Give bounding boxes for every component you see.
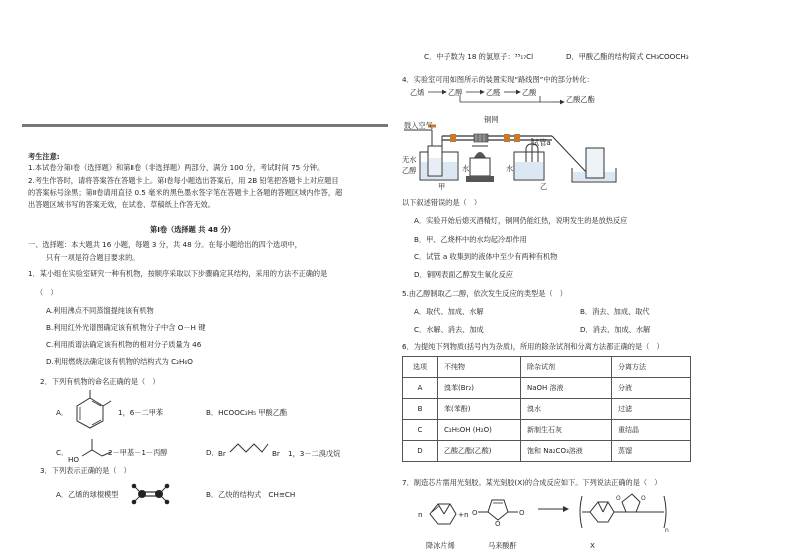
label-tube-a: 试管a xyxy=(532,138,551,147)
reaction-arrow xyxy=(536,504,576,514)
table-cell: 溴水 xyxy=(521,399,612,420)
q2-option-a-label: A． xyxy=(56,408,69,417)
table-header: 除杂试剂 xyxy=(521,357,612,378)
svg-text:O: O xyxy=(472,509,478,517)
q5-stem: 5.由乙醇制取乙二醇，依次发生反应的类型是（ ） xyxy=(402,289,567,298)
label-jia: 甲 xyxy=(438,182,446,191)
table-row xyxy=(403,441,691,462)
q2-option-d-br2: Br xyxy=(272,449,280,458)
polymer-x-structure xyxy=(578,490,668,534)
notice-line: 的答案标号涂黑；第Ⅱ卷请用直径 0.5 毫米的黑色墨水签字笔在答题卡上各题的答题区域内作答，超 xyxy=(28,188,343,197)
maleic-anhydride-structure xyxy=(472,494,532,528)
svg-text:O: O xyxy=(495,520,501,528)
table-row xyxy=(403,378,691,399)
q5-option-c: C．水解、消去、加成 xyxy=(414,325,484,334)
table-cell: 乙酸乙酯(乙酸) xyxy=(438,441,521,462)
q1-option-b: B.利用红外光谱图确定该有机物分子中含 O－H 键 xyxy=(46,323,206,332)
route-step: 乙醇 xyxy=(448,88,463,97)
label-anhydrous: 无水 xyxy=(402,155,417,164)
table-cell: 饱和 Na₂CO₃溶液 xyxy=(521,441,612,462)
q7-stem: 7．制造芯片需用光刻胶。某光刻胶(X)的合成反应如下。下列说法正确的是（ ） xyxy=(402,478,662,487)
dimethylbenzene-structure xyxy=(68,390,118,434)
q4-option-d: D．铜网表面乙醇发生氧化反应 xyxy=(414,270,513,279)
label-water: 水 xyxy=(462,164,470,173)
q5-option-d: D．消去、加成、水解 xyxy=(580,325,651,334)
q1-option-a: A.利用沸点不同蒸馏提纯该有机物 xyxy=(46,306,154,315)
q4-option-c: C．试管 a 收集到的液体中至少有两种有机物 xyxy=(414,252,558,261)
svg-text:O: O xyxy=(616,495,621,502)
route-arrows xyxy=(400,82,570,108)
q4-stem: 4．实验室可用如图所示的装置实现“路线图”中的部分转化： xyxy=(402,75,594,84)
section-intro: 一、选择题：本大题共 16 小题，每题 3 分，共 48 分。在每小题给出的四个选项中， xyxy=(28,240,302,249)
table-header-row xyxy=(403,357,691,378)
table-cell: D xyxy=(403,441,438,462)
q2-option-d-name: 1，3－二溴戊烷 xyxy=(288,449,341,458)
q6-table xyxy=(402,356,691,462)
table-header: 选项 xyxy=(403,357,438,378)
label-copper: 铜网 xyxy=(484,115,499,124)
table-cell: 苯(苯酚) xyxy=(438,399,521,420)
q3-option-b: B．乙炔的结构式 CH≡CH xyxy=(206,490,296,499)
table-cell: 蒸馏 xyxy=(612,441,691,462)
notice-line: 出答题区域书写的答案无效，在试卷、草稿纸上作答无效。 xyxy=(28,200,215,209)
table-row xyxy=(403,399,691,420)
q1-option-c: C.利用质谱法确定该有机物的相对分子质量为 46 xyxy=(46,340,202,349)
table-row xyxy=(403,420,691,441)
label-air: 鼓入空气 xyxy=(404,121,433,130)
label-norbornene: 降冰片烯 xyxy=(426,541,455,550)
q7-plus: +n xyxy=(458,510,469,519)
q2-option-d-label: D． xyxy=(206,448,219,457)
label-anhydrous: 乙醇 xyxy=(402,166,417,175)
notice-title: 考生注意: xyxy=(28,152,60,161)
section-intro: 只有一项是符合题目要求的。 xyxy=(46,253,140,262)
svg-text:n: n xyxy=(665,527,669,534)
table-cell: 分液 xyxy=(612,378,691,399)
label-water: 水 xyxy=(506,164,514,173)
q6-stem: 6．为提纯下列物质(括号内为杂质)，所用的除杂试剂和分离方法都正确的是（ ） xyxy=(402,342,664,351)
table-cell: 新制生石灰 xyxy=(521,420,612,441)
q2-option-c-ho: HO xyxy=(68,455,80,464)
table-cell: 重结晶 xyxy=(612,420,691,441)
dibromopentane-structure xyxy=(230,436,272,456)
q2-option-c-label: C． xyxy=(56,448,69,457)
q4-option-b: B．甲、乙烧杯中的水均起冷却作用 xyxy=(414,235,527,244)
q4-option-a: A．实验开始后熄灭酒精灯，铜网仍能红热，说明发生的是放热反应 xyxy=(414,216,628,225)
route-step: 乙酸 xyxy=(522,88,537,97)
label-maleic-anhydride: 马来酸酐 xyxy=(488,541,517,550)
q5-option-a: A．取代、加成、水解 xyxy=(414,307,484,316)
q3-stem: 3．下列表示正确的是（ ） xyxy=(40,466,131,475)
norbornene-structure xyxy=(426,496,460,528)
q1-stem: 1．某小组在实验室研究一种有机物，按顺序采取以下步骤确定其结构，采用的方法不正确的是 xyxy=(28,269,328,278)
q7-coefficient: n xyxy=(418,510,423,519)
label-x: X xyxy=(590,541,595,550)
route-step: 乙酸乙酯 xyxy=(566,95,595,104)
experiment-apparatus xyxy=(402,112,638,192)
ethylene-ball-stick-model xyxy=(130,483,172,505)
label-yi: 乙 xyxy=(540,182,548,191)
notice-line: 1.本试卷分第Ⅰ卷（选择题）和第Ⅱ卷（非选择题）两部分，满分 100 分，考试时间 75 分钟。 xyxy=(28,163,325,172)
q2-option-d-br1: Br xyxy=(218,449,226,458)
q2-option-a-name: 1，6－二甲苯 xyxy=(118,408,164,417)
table-cell: NaOH 溶液 xyxy=(521,378,612,399)
q3-option-c: C．中子数为 18 的氯原子：³⁵₁₇Cl xyxy=(424,52,534,61)
q3-option-a: A．乙烯的球棍模型 xyxy=(56,490,119,499)
notice-line: 2.考生作答时，请将答案答在答题卡上。第Ⅰ卷每小题选出答案后，用 2B 铅笔把答题卡上对应题目 xyxy=(28,176,339,185)
table-cell: 溴苯(Br₂) xyxy=(438,378,521,399)
table-cell: B xyxy=(403,399,438,420)
q3-option-d: D．甲酸乙酯的结构简式 CH₃COOCH₃ xyxy=(566,52,689,61)
section-title: 第Ⅰ卷（选择题 共 48 分） xyxy=(150,225,235,234)
q1-paren: （ ） xyxy=(36,288,58,297)
q2-option-c-name: 2－甲基－1－丙醇 xyxy=(108,448,168,457)
table-header: 不纯物 xyxy=(438,357,521,378)
route-step: 乙醛 xyxy=(486,88,501,97)
q1-option-d: D.利用燃烧法确定该有机物的结构式为 C₂H₆O xyxy=(46,357,193,366)
q4-prompt: 以下叙述错误的是（ ） xyxy=(402,198,482,207)
table-header: 分离方法 xyxy=(612,357,691,378)
q2-stem: 2．下列有机物的命名正确的是（ ） xyxy=(40,377,160,386)
route-step: 乙烯 xyxy=(410,88,425,97)
table-cell: A xyxy=(403,378,438,399)
table-cell: C xyxy=(403,420,438,441)
table-cell: 过滤 xyxy=(612,399,691,420)
q5-option-b: B．消去、加成、取代 xyxy=(580,307,650,316)
header-rule xyxy=(22,124,388,127)
q2-option-b: B．HCOOC₂H₅ 甲酸乙酯 xyxy=(206,408,288,417)
svg-text:O: O xyxy=(519,509,525,517)
table-cell: C₂H₅OH (H₂O) xyxy=(438,420,521,441)
svg-text:O: O xyxy=(641,495,646,502)
